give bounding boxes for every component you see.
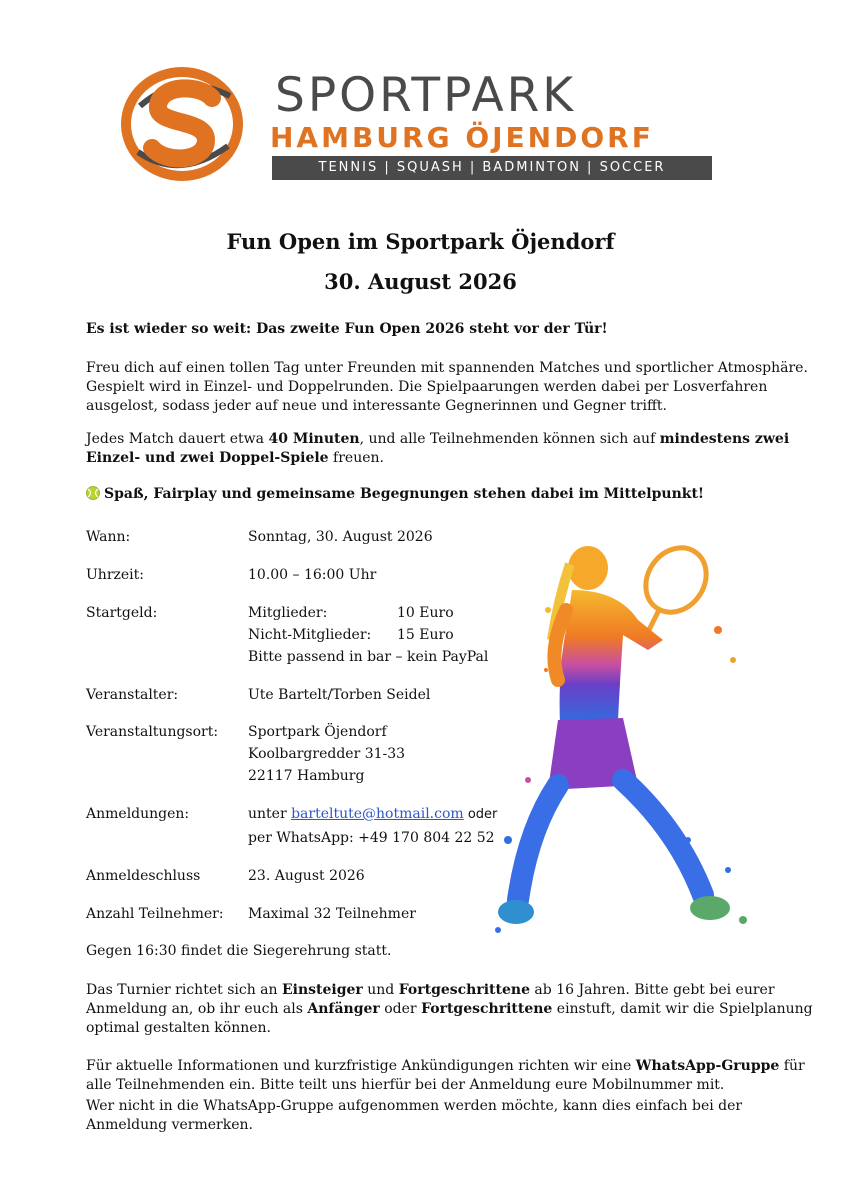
level-line-1: Das Turnier richtet sich an Einsteiger und Fortgeschrittene ab 16 Jahren. Bitte gebt bei eurer bbox=[86, 982, 775, 998]
intro-line-1: Freu dich auf einen tollen Tag unter Freunden mit spannenden Matches und sportlicher Atmosphäre. bbox=[86, 360, 808, 376]
anmeldeschluss-label: Anmeldeschluss bbox=[86, 868, 201, 884]
wann-value: Sonntag, 30. August 2026 bbox=[248, 529, 433, 545]
level-line-2: Anmeldung an, ob ihr euch als Anfänger oder Fortgeschrittene einstuft, damit wir die Spielplanung bbox=[86, 1001, 813, 1017]
mitglieder-label: Mitglieder: bbox=[248, 605, 328, 621]
info-line-1: Für aktuelle Informationen und kurzfristige Ankündigungen richten wir eine WhatsApp-Gruppe für bbox=[86, 1058, 805, 1074]
anzahl-label: Anzahl Teilnehmer: bbox=[86, 906, 224, 922]
info-line-4: Anmeldung vermerken. bbox=[86, 1117, 253, 1133]
anzahl-value: Maximal 32 Teilnehmer bbox=[248, 906, 416, 922]
siegerehrung-text: Gegen 16:30 findet die Siegerehrung statt. bbox=[86, 943, 392, 959]
ort-line-3: 22117 Hamburg bbox=[248, 768, 365, 784]
lead-text: Es ist wieder so weit: Das zweite Fun Open 2026 steht vor der Tür! bbox=[86, 321, 608, 337]
page-title: Fun Open im Sportpark Öjendorf bbox=[226, 229, 615, 254]
match-line-1: Jedes Match dauert etwa 40 Minuten, und alle Teilnehmenden können sich auf mindestens zwei bbox=[86, 431, 790, 447]
startgeld-label: Startgeld: bbox=[86, 605, 158, 621]
info-line-2: alle Teilnehmenden ein. Bitte teilt uns hierfür bei der Anmeldung eure Mobilnummer mit. bbox=[86, 1077, 725, 1093]
anmeldungen-email-line: unter barteltute@hotmail.com oder bbox=[248, 806, 498, 822]
whatsapp-line: per WhatsApp: +49 170 804 22 52 bbox=[248, 830, 495, 846]
logo-sub-text: HAMBURG ÖJENDORF bbox=[270, 121, 654, 154]
level-line-3: optimal gestalten können. bbox=[86, 1020, 272, 1036]
mitglieder-value: 10 Euro bbox=[397, 605, 454, 621]
intro-line-2: Gespielt wird in Einzel- und Doppelrunden. Die Spielpaarungen werden dabei per Losverfahren bbox=[86, 379, 768, 395]
ort-line-1: Sportpark Öjendorf bbox=[248, 724, 387, 740]
tennis-player-illustration bbox=[488, 540, 758, 945]
nichtmitglieder-value: 15 Euro bbox=[397, 627, 454, 643]
motto-text: Spaß, Fairplay und gemeinsame Begegnungen stehen dabei im Mittelpunkt! bbox=[104, 486, 705, 502]
sportpark-logo bbox=[120, 66, 720, 186]
veranstalter-value: Ute Bartelt/Torben Seidel bbox=[248, 687, 431, 703]
anmeldungen-label: Anmeldungen: bbox=[86, 806, 190, 822]
logo-tagline: TENNIS | SQUASH | BADMINTON | SOCCER bbox=[318, 160, 666, 175]
intro-line-3: ausgelost, sodass jeder auf neue und interessante Gegnerinnen und Gegner trifft. bbox=[86, 398, 667, 414]
ort-line-2: Koolbargredder 31-33 bbox=[248, 746, 406, 762]
tennis-ball-icon bbox=[86, 485, 100, 499]
anmeldeschluss-value: 23. August 2026 bbox=[248, 868, 365, 884]
payment-note: Bitte passend in bar – kein PayPal bbox=[248, 649, 489, 665]
match-line-2: Einzel- und zwei Doppel-Spiele freuen. bbox=[86, 450, 384, 466]
ort-label: Veranstaltungsort: bbox=[86, 724, 219, 740]
wann-label: Wann: bbox=[86, 529, 131, 545]
email-link[interactable]: barteltute@hotmail.com bbox=[291, 806, 464, 822]
veranstalter-label: Veranstalter: bbox=[86, 687, 179, 703]
event-date-title: 30. August 2026 bbox=[324, 269, 517, 294]
uhrzeit-value: 10.00 – 16:00 Uhr bbox=[248, 567, 377, 583]
info-line-3: Wer nicht in die WhatsApp-Gruppe aufgenommen werden möchte, kann dies einfach bei der bbox=[86, 1098, 743, 1114]
nichtmitglieder-label: Nicht-Mitglieder: bbox=[248, 627, 372, 643]
uhrzeit-label: Uhrzeit: bbox=[86, 567, 144, 583]
logo-main-text: SPORTPARK bbox=[275, 68, 577, 123]
